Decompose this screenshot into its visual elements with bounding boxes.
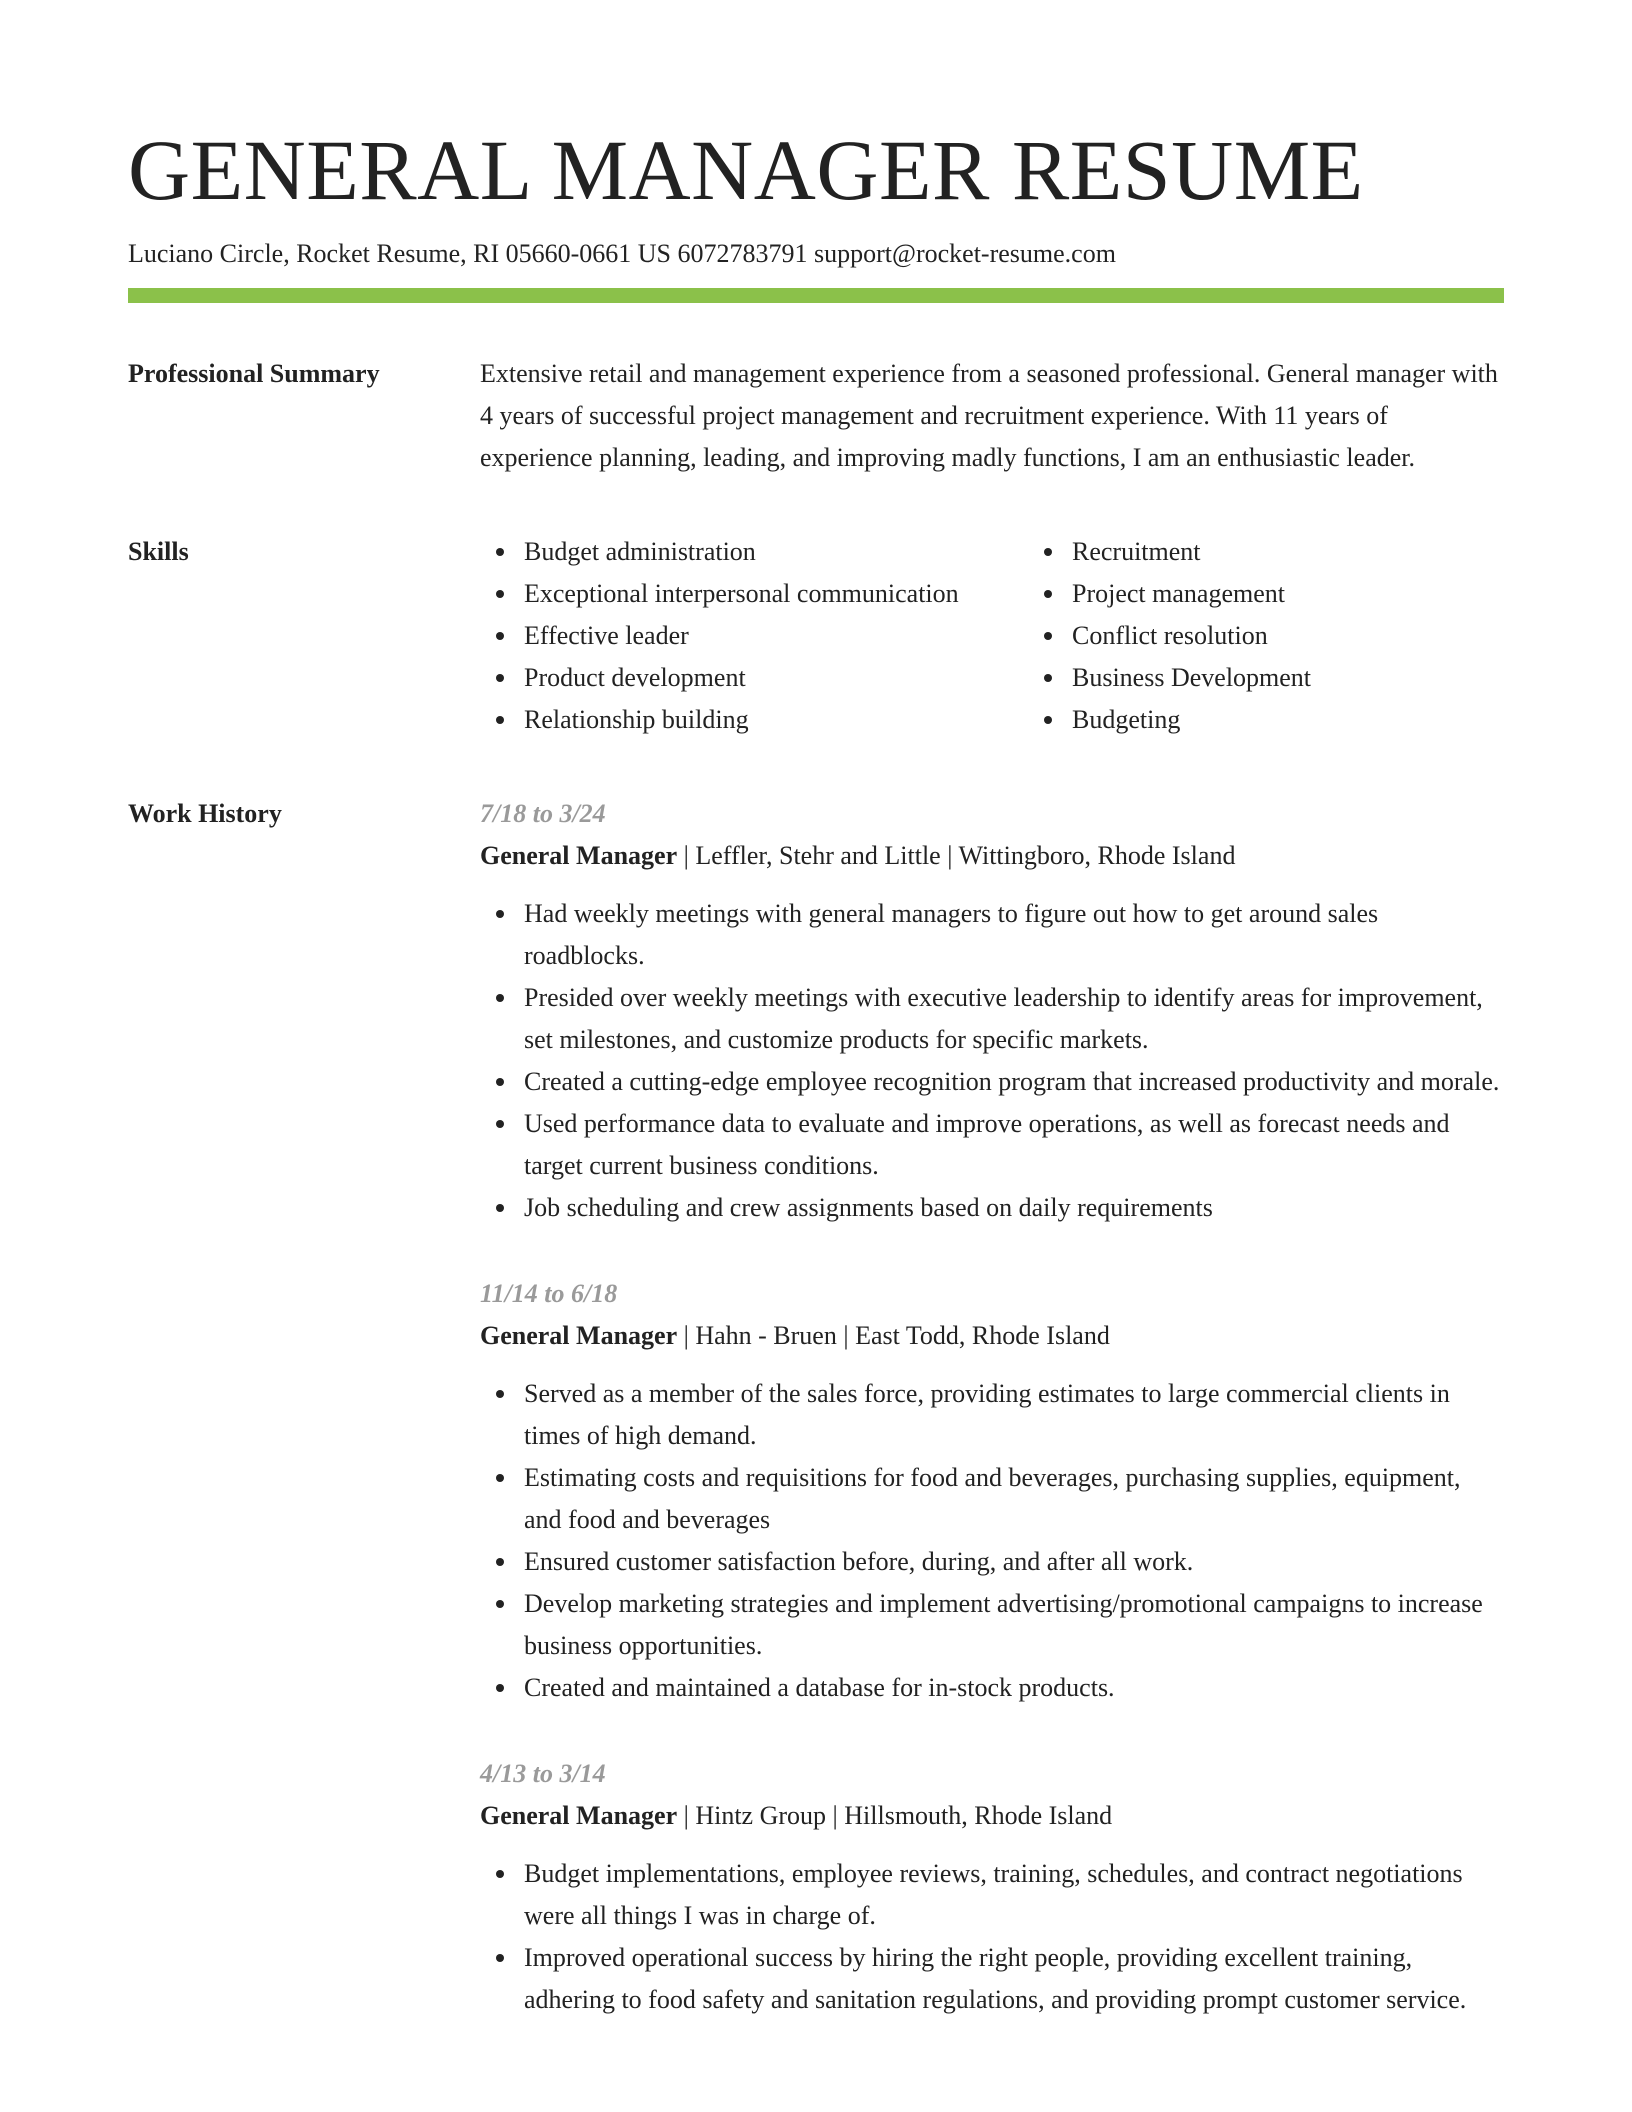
summary-heading: Professional Summary: [128, 359, 380, 388]
job-company: Hintz Group: [695, 1801, 827, 1830]
job-location: Hillsmouth, Rhode Island: [844, 1801, 1113, 1830]
job-dates: 11/14 to 6/18: [480, 1279, 618, 1308]
job-title: General Manager: [480, 841, 678, 870]
job-dates: 7/18 to 3/24: [480, 799, 606, 828]
job-company: Hahn - Bruen: [695, 1321, 837, 1350]
job-bullets: [480, 1373, 1504, 1709]
job-entry: [480, 793, 1504, 1229]
skills-section: [128, 531, 1504, 741]
summary-text: Extensive retail and management experience from a seasoned professional. General manager with 4 years of successful project management and recruitment experience. With 11 years of experience planning, leading, and improving madly functions, I am an enthusiastic leader.: [480, 359, 1498, 472]
job-bullet: Estimating costs and requisitions for food and beverages, purchasing supplies, equipment, and food and beverages: [524, 1457, 1504, 1541]
job-bullet: Job scheduling and crew assignments based on daily requirements: [524, 1187, 1504, 1229]
job-bullet: Used performance data to evaluate and improve operations, as well as forecast needs and target current business conditions.: [524, 1103, 1504, 1187]
skill-item: Budgeting: [1072, 699, 1572, 741]
job-bullets: [480, 1853, 1504, 2021]
skill-item: Relationship building: [524, 699, 1028, 741]
job-bullets: [480, 893, 1504, 1229]
job-bullet: Served as a member of the sales force, providing estimates to large commercial clients in times of high demand.: [524, 1373, 1504, 1457]
work-history-section: [128, 793, 1504, 2065]
job-heading: [480, 1795, 1504, 1837]
resume-title: GENERAL MANAGER RESUME: [128, 122, 1364, 218]
job-heading: [480, 1315, 1504, 1357]
job-bullet: Presided over weekly meetings with executive leadership to identify areas for improvement, set milestones, and customize products for specific markets.: [524, 977, 1504, 1061]
skills-heading: Skills: [128, 537, 189, 566]
jobs-list: [480, 793, 1504, 2065]
job-bullet: Created and maintained a database for in-stock products.: [524, 1667, 1504, 1709]
job-bullet: Had weekly meetings with general managers to figure out how to get around sales roadblocks.: [524, 893, 1504, 977]
job-entry: [480, 1753, 1504, 2021]
resume-page: [128, 120, 1504, 2065]
skill-item: Business Development: [1072, 657, 1572, 699]
skills-list-left: [480, 531, 1028, 741]
work-history-heading: Work History: [128, 799, 282, 828]
job-bullet: Budget implementations, employee reviews, training, schedules, and contract negotiations were all things I was in charge of.: [524, 1853, 1504, 1937]
job-company: Leffler, Stehr and Little: [695, 841, 941, 870]
skill-item: Recruitment: [1072, 531, 1572, 573]
summary-section: [128, 353, 1504, 479]
job-location: Wittingboro, Rhode Island: [958, 841, 1236, 870]
skills-list-right: [1028, 531, 1572, 741]
job-bullet: Improved operational success by hiring the right people, providing excellent training, adhering to food safety and sanitation regulations, and providing prompt customer service.: [524, 1937, 1504, 2021]
skill-item: Product development: [524, 657, 1028, 699]
separator: |: [826, 1801, 845, 1830]
job-entry: [480, 1273, 1504, 1709]
contact-line: Luciano Circle, Rocket Resume, RI 05660-0661 US 6072783791 support@rocket-resume.com: [128, 239, 1116, 268]
separator: |: [836, 1321, 856, 1350]
skill-item: Exceptional interpersonal communication: [524, 573, 1028, 615]
skill-item: Conflict resolution: [1072, 615, 1572, 657]
job-title: General Manager: [480, 1801, 678, 1830]
job-dates: 4/13 to 3/14: [480, 1759, 606, 1788]
job-title: General Manager: [480, 1321, 678, 1350]
separator: |: [677, 1801, 696, 1830]
separator: |: [677, 1321, 696, 1350]
skill-item: Project management: [1072, 573, 1572, 615]
skill-item: Effective leader: [524, 615, 1028, 657]
job-location: East Todd, Rhode Island: [855, 1321, 1110, 1350]
job-heading: [480, 835, 1504, 877]
job-bullet: Develop marketing strategies and implement advertising/promotional campaigns to increase business opportunities.: [524, 1583, 1504, 1667]
skill-item: Budget administration: [524, 531, 1028, 573]
job-bullet: Ensured customer satisfaction before, during, and after all work.: [524, 1541, 1504, 1583]
job-bullet: Created a cutting-edge employee recognition program that increased productivity and morale.: [524, 1061, 1504, 1103]
separator: |: [677, 841, 696, 870]
accent-divider: [128, 288, 1504, 303]
separator: |: [940, 841, 959, 870]
